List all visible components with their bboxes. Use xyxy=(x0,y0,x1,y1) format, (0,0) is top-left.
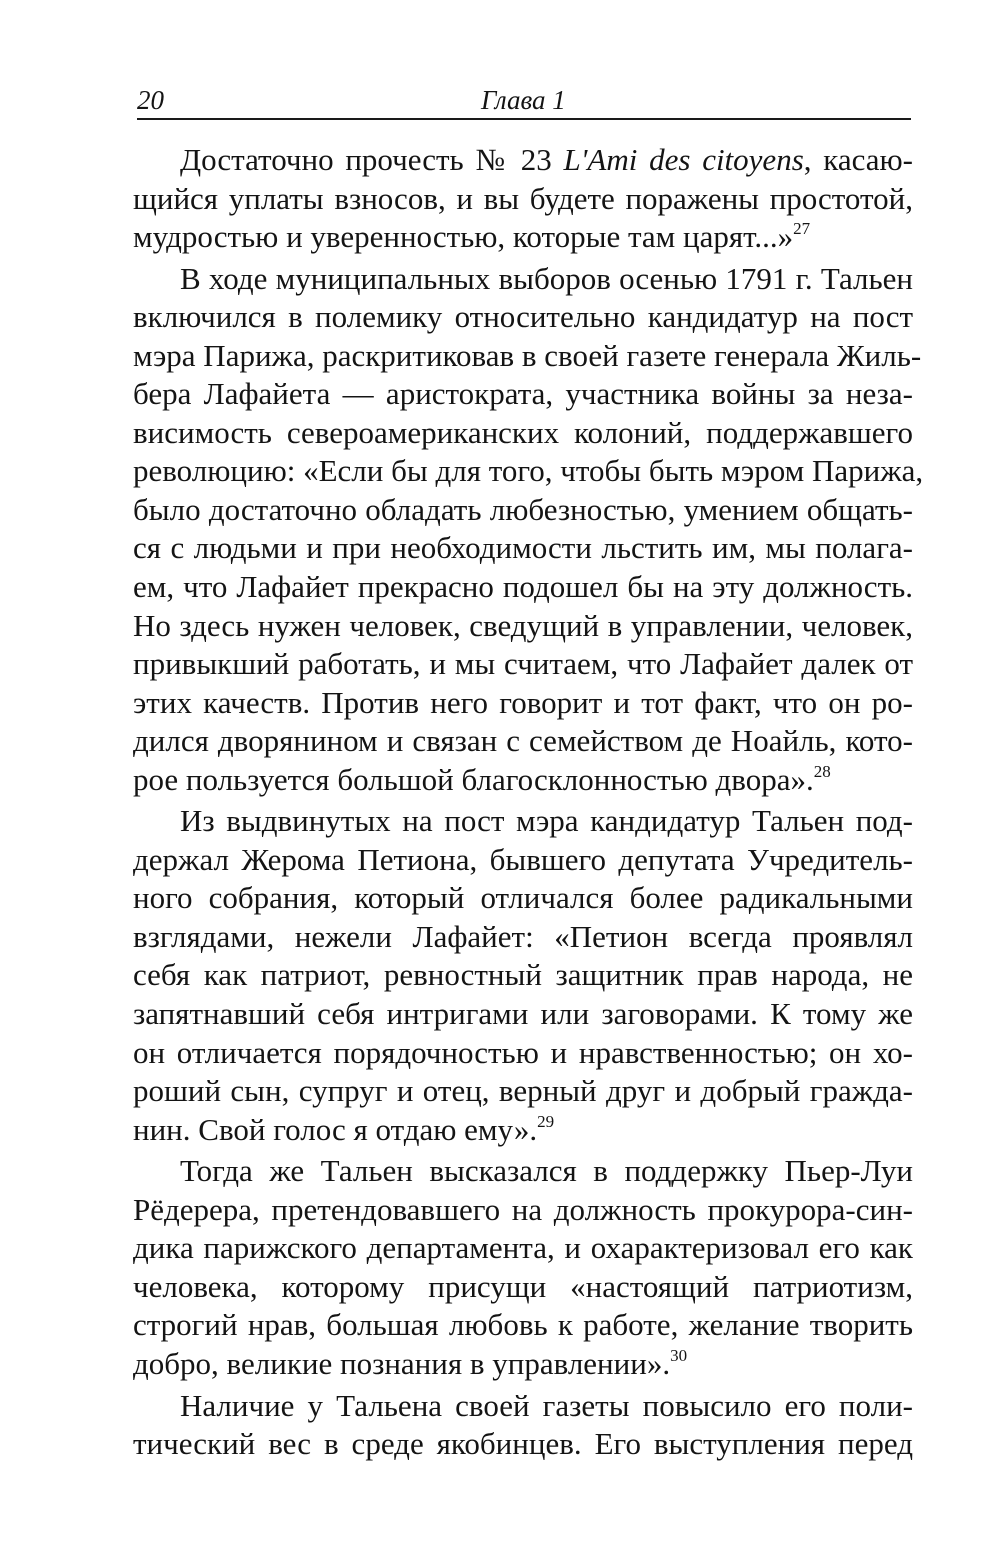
chapter-title: Глава 1 xyxy=(481,85,566,115)
text-line xyxy=(133,995,913,1034)
text-line xyxy=(133,722,913,761)
text-run: дика парижского департамента, и охарактеризовал его как xyxy=(133,1230,913,1266)
text-line xyxy=(133,180,913,219)
text-line xyxy=(133,1111,913,1150)
text-line xyxy=(133,761,913,800)
text-line xyxy=(133,298,913,337)
text-line xyxy=(133,1387,913,1426)
text-run: ного собрания, который отличался более радикальными xyxy=(133,880,913,916)
text-run: революцию: «Если бы для того, чтобы быть мэром Парижа, xyxy=(133,453,924,489)
text-run: ся с людьми и при необходимости льстить им, мы полага- xyxy=(133,530,913,566)
text-run: , касаю- xyxy=(803,142,914,177)
text-run: дился дворянином и связан с семейством де Ноайль, кото- xyxy=(133,723,913,759)
text-line xyxy=(133,841,913,880)
text-line xyxy=(133,529,913,568)
text-line xyxy=(133,1191,913,1230)
page-number: 20 xyxy=(137,85,164,115)
text-run: он отличается порядочностью и нравственностью; он хо- xyxy=(133,1034,913,1070)
text-run: ем, что Лафайет прекрасно подошел бы на эту должность. xyxy=(133,569,913,605)
text-line xyxy=(133,1268,913,1307)
text-line xyxy=(133,141,913,180)
text-line xyxy=(133,260,913,299)
text-line xyxy=(133,879,913,918)
text-line xyxy=(133,337,922,376)
text-run: бера Лафайета — аристократа, участника войны за неза- xyxy=(133,376,913,412)
text-line xyxy=(133,1425,913,1464)
text-run: было достаточно обладать любезностью, умением общать- xyxy=(133,491,913,527)
text-run: привыкший работать, и мы считаем, что Лафайет далек от xyxy=(133,646,913,682)
italic-title: L'Ami des citoyens xyxy=(563,142,804,177)
text-run: нин. Свой голос я отдаю ему». xyxy=(133,1111,538,1147)
text-run: висимость североамериканских колоний, поддержавшего xyxy=(133,414,913,450)
text-run: запятнавший себя интригами или заговорами. К тому же xyxy=(133,996,913,1032)
text-line xyxy=(133,918,913,957)
text-line xyxy=(133,1072,913,1111)
text-run: Но здесь нужен человек, сведущий в управлении, человек, xyxy=(133,607,913,643)
text-line xyxy=(133,491,913,530)
body-text xyxy=(133,141,924,1467)
text-line xyxy=(133,1306,913,1345)
text-run: держал Жерома Петиона, бывшего депутата Учредитель- xyxy=(133,841,913,877)
text-run: себя как патриот, ревностный защитник прав народа, не xyxy=(133,957,913,993)
text-run: щийся уплаты взносов, и вы будете поражены простотой, xyxy=(133,180,913,216)
text-line xyxy=(133,684,913,723)
text-line xyxy=(133,1345,913,1384)
text-run: взглядами, нежели Лафайет: «Петион всегда проявлял xyxy=(133,918,913,954)
text-run: Из выдвинутых на пост мэра кандидатур Тальен под- xyxy=(180,803,913,839)
text-line xyxy=(133,1229,913,1268)
footnote-ref: 30 xyxy=(670,1345,688,1365)
text-run: тический вес в среде якобинцев. Его выступления перед xyxy=(133,1426,913,1462)
text-run: рое пользуется большой благосклонностью двора». xyxy=(133,761,814,797)
text-run: роший сын, супруг и отец, верный друг и добрый гражда- xyxy=(133,1073,913,1109)
text-run: мудростью и уверенностью, которые там царят...» xyxy=(133,219,794,255)
text-line xyxy=(133,645,913,684)
text-run: этих качеств. Против него говорит и тот факт, что он ро- xyxy=(133,684,913,720)
text-run: мэра Парижа, раскритиковав в своей газете генерала Жиль- xyxy=(133,337,922,373)
text-run: Наличие у Тальена своей газеты повысило его поли- xyxy=(180,1387,913,1423)
footnote-ref: 28 xyxy=(813,761,831,781)
text-run: В ходе муниципальных выборов осенью 1791 г. Тальен xyxy=(180,260,913,296)
text-run: строгий нрав, большая любовь к работе, желание творить xyxy=(133,1307,913,1343)
text-line xyxy=(133,956,913,995)
text-run: включился в полемику относительно кандидатур на пост xyxy=(133,299,913,335)
text-line xyxy=(133,802,913,841)
text-line xyxy=(133,568,913,607)
text-line xyxy=(133,1034,913,1073)
text-line xyxy=(133,1152,913,1191)
text-line xyxy=(133,452,924,491)
text-line xyxy=(133,607,913,646)
footnote-ref: 29 xyxy=(537,1111,555,1131)
text-line xyxy=(133,414,913,453)
text-line xyxy=(133,375,913,414)
text-line xyxy=(133,218,913,257)
text-run: Тогда же Тальен высказался в поддержку Пьер-Луи xyxy=(180,1153,913,1189)
text-run: человека, которому присущи «настоящий патриотизм, xyxy=(133,1268,913,1304)
text-run: добро, великие познания в управлении». xyxy=(133,1345,671,1381)
footnote-ref: 27 xyxy=(793,219,811,239)
running-head xyxy=(137,84,911,120)
text-run: Рёдерера, претендовавшего на должность прокурора-син- xyxy=(133,1191,913,1227)
text-run: Достаточно прочесть № 23 xyxy=(180,142,564,177)
